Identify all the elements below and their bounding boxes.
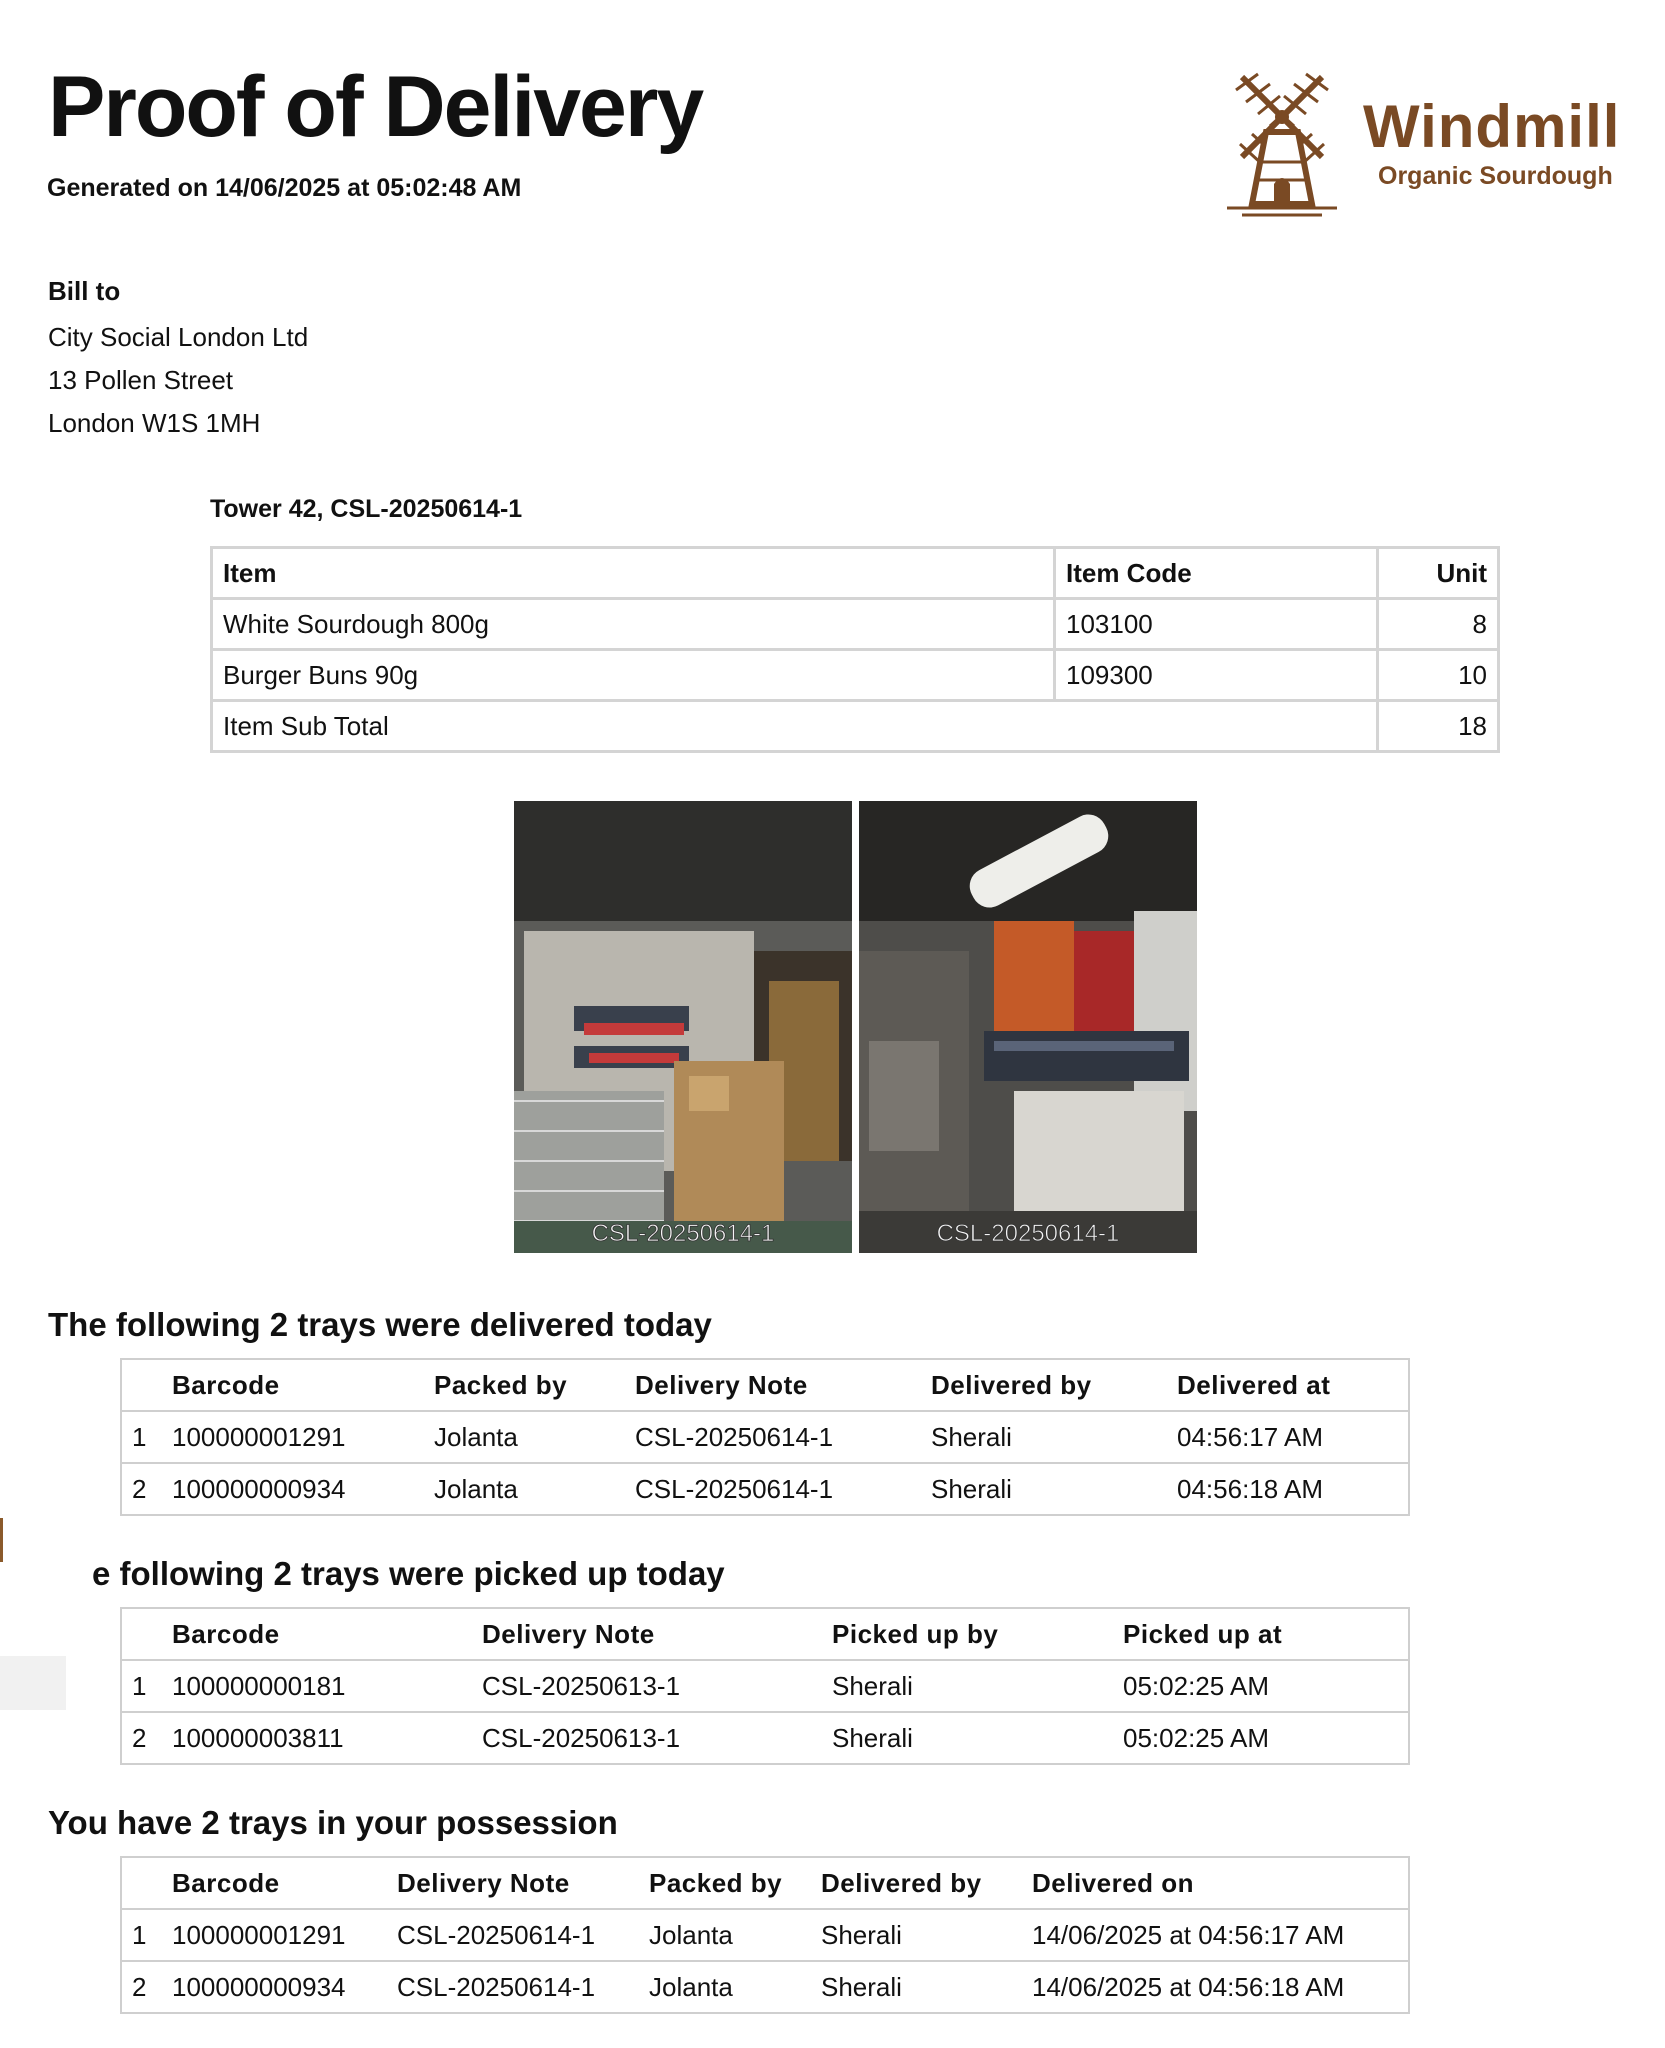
subtotal-row	[212, 701, 1499, 752]
picked-up-by: Sherali	[832, 1660, 1123, 1712]
table-row	[121, 1463, 1409, 1515]
item-name: White Sourdough 800g	[212, 599, 1055, 650]
bill-to-city: London W1S 1MH	[48, 408, 261, 438]
item-unit: 10	[1378, 650, 1499, 701]
column-header: Picked up at	[1123, 1608, 1409, 1660]
row-number: 1	[121, 1909, 172, 1961]
delivered-by: Sherali	[931, 1411, 1177, 1463]
bill-to-heading: Bill to	[48, 276, 121, 306]
item-code: 109300	[1055, 650, 1378, 701]
delivery-photo-1[interactable]	[514, 801, 852, 1253]
barcode: 100000001291	[172, 1411, 434, 1463]
picked-up-trays-table	[120, 1607, 1410, 1765]
column-header: Barcode	[172, 1608, 482, 1660]
column-header: Item	[212, 548, 1055, 599]
barcode: 100000003811	[172, 1722, 344, 1753]
table-row	[212, 650, 1499, 701]
packed-by: Jolanta	[649, 1971, 733, 2002]
item-name: Burger Buns 90g	[212, 650, 1055, 701]
column-header: Delivered by	[821, 1857, 1032, 1909]
page-title: Proof of Delivery	[48, 59, 703, 155]
delivery-note: CSL-20250614-1	[635, 1473, 834, 1504]
row-number: 2	[132, 1473, 147, 1504]
column-header: Picked up by	[832, 1608, 1123, 1660]
delivery-note: CSL-20250613-1	[482, 1722, 681, 1753]
bill-to-name: City Social London Ltd	[48, 322, 309, 352]
table-row	[121, 1909, 1409, 1961]
column-header: Barcode	[172, 1359, 434, 1411]
delivered-on: 14/06/2025 at 04:56:17 AM	[1032, 1909, 1409, 1961]
delivery-photos	[514, 801, 1197, 1253]
barcode: 100000000934	[172, 1971, 346, 2002]
packed-by: Jolanta	[434, 1411, 635, 1463]
delivered-at: 04:56:17 AM	[1177, 1411, 1409, 1463]
delivered-by: Sherali	[821, 1971, 902, 2002]
table-header-row	[212, 548, 1499, 599]
column-header: Item Code	[1055, 548, 1378, 599]
row-number: 2	[132, 1722, 147, 1753]
delivery-photo-2[interactable]	[859, 801, 1197, 1253]
delivery-note: CSL-20250613-1	[482, 1660, 832, 1712]
picked-up-at: 05:02:25 AM	[1123, 1660, 1409, 1712]
column-header: Delivery Note	[635, 1359, 931, 1411]
item-unit: 8	[1378, 599, 1499, 650]
table-row	[121, 1712, 1409, 1764]
subtotal-value: 18	[1378, 701, 1499, 752]
column-header: Delivered on	[1032, 1857, 1409, 1909]
table-row	[121, 1660, 1409, 1712]
delivered-on: 14/06/2025 at 04:56:18 AM	[1032, 1971, 1345, 2002]
site-heading: Tower 42, CSL-20250614-1	[210, 495, 523, 523]
delivered-at: 04:56:18 AM	[1177, 1473, 1323, 1504]
table-row	[121, 1961, 1409, 2013]
possession-trays-table	[120, 1856, 1410, 2014]
packed-by: Jolanta	[649, 1909, 821, 1961]
possession-heading: You have 2 trays in your possession	[48, 1804, 618, 1841]
delivery-note: CSL-20250614-1	[397, 1909, 649, 1961]
column-header: Delivered at	[1177, 1359, 1409, 1411]
column-header: Unit	[1378, 548, 1499, 599]
packed-by: Jolanta	[434, 1473, 518, 1504]
items-table	[210, 546, 1500, 753]
column-header: Barcode	[172, 1857, 397, 1909]
brand-tagline: Organic Sourdough	[1378, 162, 1613, 190]
table-row	[121, 1411, 1409, 1463]
table-header-row	[121, 1608, 1409, 1660]
delivered-by: Sherali	[821, 1909, 1032, 1961]
generated-timestamp: Generated on 14/06/2025 at 05:02:48 AM	[47, 174, 522, 202]
column-header: Delivery Note	[482, 1608, 832, 1660]
barcode: 100000001291	[172, 1909, 397, 1961]
item-code: 103100	[1055, 599, 1378, 650]
subtotal-label: Item Sub Total	[212, 701, 1378, 752]
edge-overlay	[0, 1656, 66, 1710]
barcode: 100000000934	[172, 1473, 346, 1504]
table-row	[212, 599, 1499, 650]
photo-caption: CSL-20250614-1	[591, 1220, 775, 1247]
column-header: Packed by	[434, 1359, 635, 1411]
brand-name: Windmill	[1363, 93, 1621, 160]
row-number: 2	[132, 1971, 147, 2002]
bill-to-street: 13 Pollen Street	[48, 365, 234, 395]
photo-caption: CSL-20250614-1	[936, 1220, 1120, 1247]
row-number: 1	[121, 1660, 172, 1712]
delivered-by: Sherali	[931, 1473, 1012, 1504]
column-header: Packed by	[649, 1857, 821, 1909]
edge-marker	[0, 1518, 3, 1562]
delivery-note: CSL-20250614-1	[635, 1411, 931, 1463]
row-number: 1	[121, 1411, 172, 1463]
delivery-note: CSL-20250614-1	[397, 1971, 596, 2002]
picked-up-at: 05:02:25 AM	[1123, 1722, 1269, 1753]
column-header: Delivered by	[931, 1359, 1177, 1411]
delivered-heading: The following 2 trays were delivered today	[48, 1306, 712, 1343]
table-header-row	[121, 1857, 1409, 1909]
barcode: 100000000181	[172, 1660, 482, 1712]
delivered-trays-table	[120, 1358, 1410, 1516]
column-header: Delivery Note	[397, 1857, 649, 1909]
table-header-row	[121, 1359, 1409, 1411]
picked-up-by: Sherali	[832, 1722, 913, 1753]
picked-up-heading: e following 2 trays were picked up today	[92, 1555, 725, 1592]
